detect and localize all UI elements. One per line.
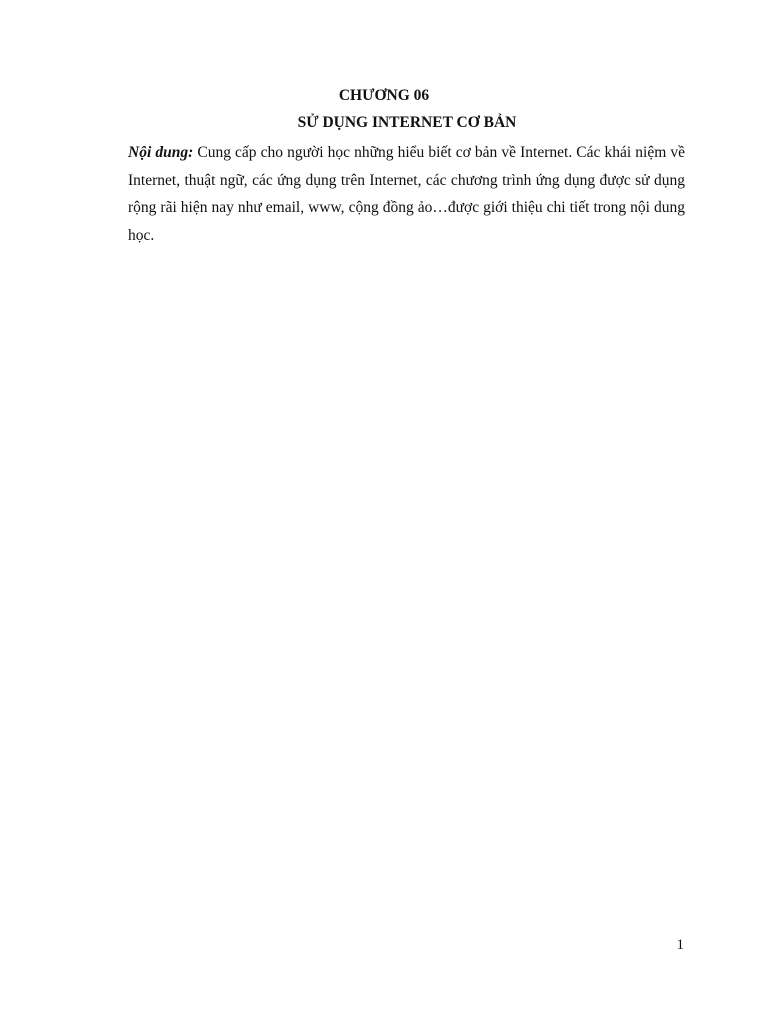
content-paragraph: [128, 139, 685, 249]
content-text: Cung cấp cho người học những hiểu biết cơ bản về Internet. Các khái niệm về Internet, thuật ngữ, các ứng dụng trên Internet, các chương trình ứng dụng được sử dụng rộng rãi hiện nay như email, www, cộng đồng ảo…được giới thiệu chi tiết trong nội dung học.: [128, 144, 686, 244]
chapter-label: CHƯƠNG 06: [338, 87, 430, 104]
chapter-title: SỬ DỤNG INTERNET CƠ BẢN: [297, 114, 517, 131]
page-number: 1: [676, 937, 684, 953]
content-label: Nội dung:: [128, 144, 194, 161]
